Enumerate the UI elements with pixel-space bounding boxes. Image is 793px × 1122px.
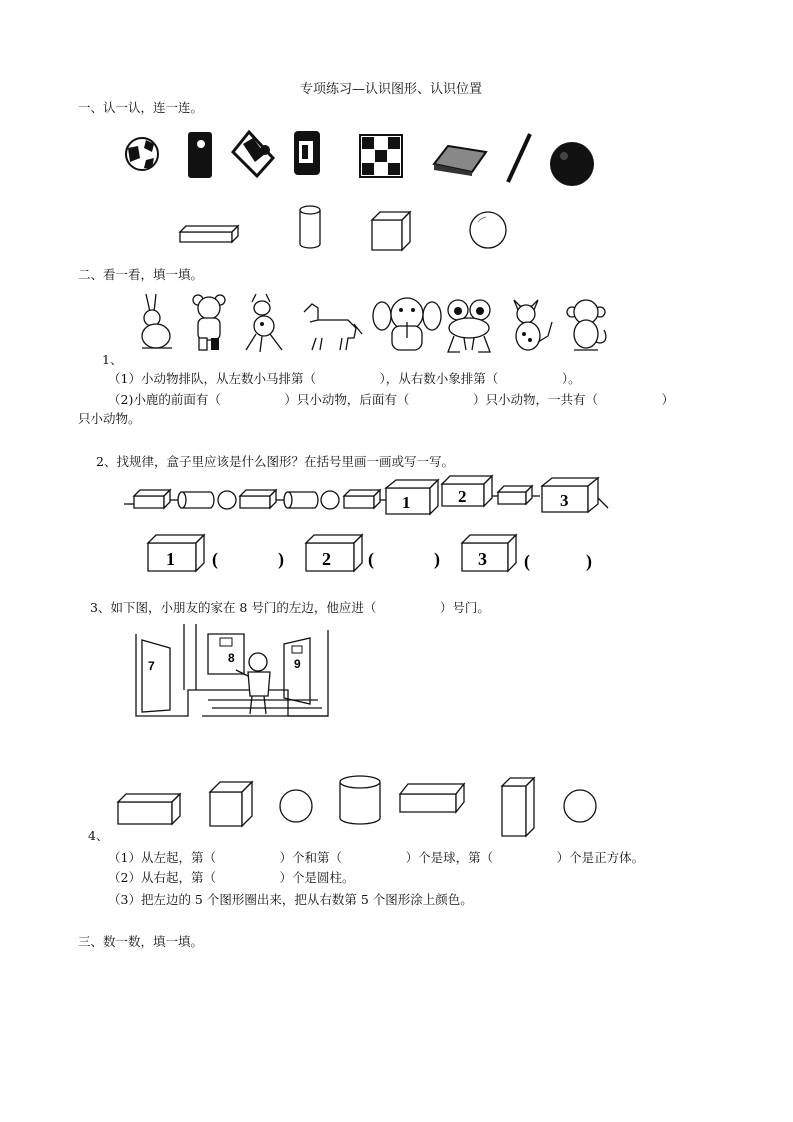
pattern-label-2: 2 [458,487,467,506]
door-number-8: 8 [228,651,235,665]
section-1-heading: 一、认一认，连一连。 [78,100,204,115]
q1-part2-end: 只小动物。 [78,411,141,426]
door-number-7: 7 [148,659,155,673]
answer-box-label-1: 1 [166,549,175,569]
monkey-icon [566,296,612,356]
q4-part1: （1）从左起，第（ ）个和第（ ）个是球，第（ ）个是正方体。 [108,850,645,865]
drink-can-icon [292,129,322,177]
section-3-heading: 三、数一数，填一填。 [78,934,204,949]
answer-box-label-3: 3 [478,549,487,569]
q1-part2: （2)小鹿的前面有（ ）只小动物，后面有（ ）只小动物，一共有（ ） [108,392,675,407]
ball-icon [548,140,596,188]
q1-number: 1、 [102,352,123,367]
answer-paren-open-1: ( [212,549,218,569]
q3-text: 3、如下图，小朋友的家在 8 号门的左边，他应进（ ）号门。 [90,600,490,615]
q4-part3: （3）把左边的 5 个图形圈出来，把从右数第 5 个图形涂上颜色。 [108,892,473,907]
pattern-strip [124,474,610,520]
hallway-picture [128,620,338,730]
answer-paren-open-2: ( [368,549,374,569]
eraser-icon [432,142,488,178]
page-title: 专项练习—认识图形、认识位置 [300,82,483,97]
cylinder-icon [298,204,322,250]
q4-shapes-row [112,772,612,838]
gift-box-icon [229,128,277,178]
frog-icon [444,298,494,356]
section-2-heading: 二、看一看，填一填。 [78,267,204,282]
q4-number: 4、 [88,828,109,843]
answer-box-label-2: 2 [322,549,331,569]
sphere-icon [468,210,508,250]
q2-text: 2、找规律，盒子里应该是什么图形？在括号里画一画或写一写。 [96,454,454,469]
rubiks-cube-icon [358,133,404,179]
answer-paren-close-2: ) [434,549,440,569]
deer-icon [240,290,288,354]
cat-icon [508,296,554,356]
answer-paren-close-3: ) [586,551,592,571]
q4-part2: （2）从右起，第（ ）个是圆柱。 [108,870,355,885]
cube-icon [370,210,412,252]
elephant-icon [372,292,442,356]
pattern-label-3: 3 [560,491,569,510]
door-number-9: 9 [294,657,301,671]
answer-boxes-row [146,533,606,575]
horse-icon [298,300,364,354]
can-icon [187,130,213,180]
answer-paren-open-3: ( [524,551,530,571]
soccer-ball-icon [124,136,160,172]
pattern-label-1: 1 [402,493,411,512]
bear-icon [188,292,232,352]
answer-paren-close-1: ) [278,549,284,569]
q1-part1: （1）小动物排队，从左数小马排第（ ），从右数小象排第（ ）。 [108,371,581,386]
rabbit-icon [132,290,176,352]
cuboid-icon [178,224,240,244]
pencil-icon [504,132,534,184]
